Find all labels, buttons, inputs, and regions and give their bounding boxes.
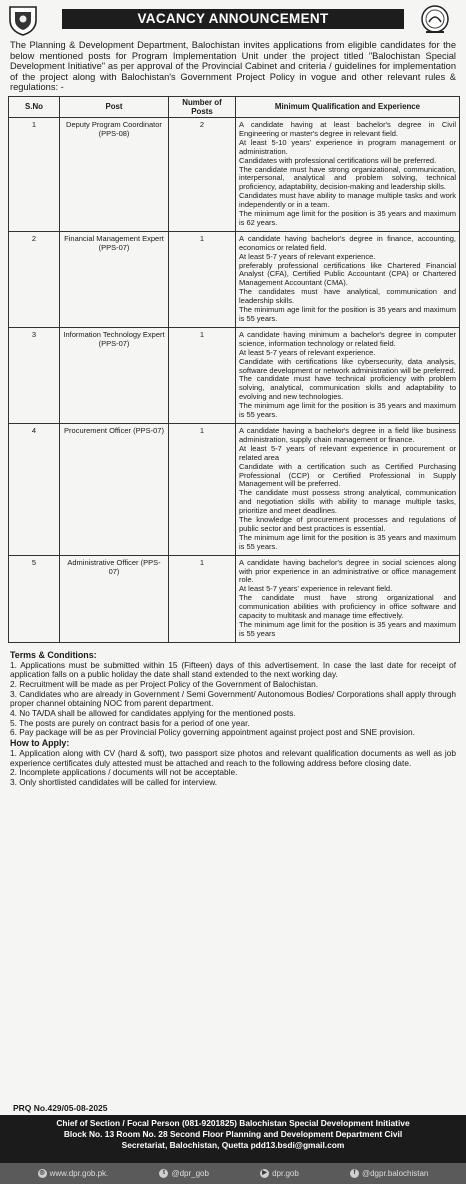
table-row [9,555,460,642]
header-sno: S.No [9,96,60,117]
twitter-icon: t [159,1169,168,1178]
cell-number-of-posts: 1 [169,327,236,423]
qualification-line: A candidate having bachelor's degree in social sciences along with prior experience in an administrative or office management role. [239,557,456,585]
qualification-line: preferably professional certifications like Chartered Financial Analyst (CFA), Certified Public Accountant (CPA) or Chartered Management Accountant (CMA). [239,260,456,288]
qualification-line: The knowledge of procurement processes and regulations of public sector and best practices is essential. [239,515,456,533]
cell-qualification [236,423,460,555]
header-qualification: Minimum Qualification and Experience [236,96,460,117]
twitter-link[interactable] [159,1169,208,1178]
table-row [9,423,460,555]
facebook-icon: f [350,1169,359,1178]
facebook-label: @dgpr.balochistan [361,1169,429,1178]
qualification-line: At least 5-7 years of relevant experience. [239,251,376,261]
qualification-line: The candidate must have strong organizational and communication abilities with proficiency in office software and capacity to multitask and manage time effectively. [239,593,456,621]
apply-heading: How to Apply: [10,738,70,749]
qualification-line: At least 5-7 years' experience in relevant field. [239,584,393,594]
website-link[interactable] [38,1169,109,1178]
page-title: VACANCY ANNOUNCEMENT [62,9,404,29]
cell-sno: 1 [9,117,60,231]
cell-sno: 3 [9,327,60,423]
table-header-row [9,96,460,117]
contact-footer [0,1115,466,1163]
qualification-line: Candidates with professional certifications will be preferred. [239,155,437,165]
cell-number-of-posts: 1 [169,423,236,555]
qualification-line: The candidate must possess strong analytical, communication and negotiation skills with ability to manage multiple tasks, prioritize and meet deadlines. [239,488,456,516]
qualification-line: The minimum age limit for the position is 35 years and maximum is 55 years [239,620,456,638]
apply-item: 2. Incomplete applications / documents will not be acceptable. [10,767,238,778]
youtube-label: dpr.gob [272,1169,299,1178]
apply-item: 3. Only shortlisted candidates will be called for interview. [10,776,218,787]
terms-item: 4. No TA/DA shall be allowed for candidates applying for the mentioned posts. [10,708,296,719]
cell-sno: 4 [9,423,60,555]
website-label: www.dpr.gob.pk. [49,1169,109,1178]
facebook-link[interactable] [350,1169,428,1178]
cell-post: Administrative Officer (PPS-07) [60,555,169,642]
contact-line: Chief of Section / Focal Person (081-9201825) Balochistan Special Development Initiative [56,1118,410,1128]
header [0,0,466,40]
cell-post: Information Technology Expert (PPS-07) [60,327,169,423]
qualification-line: At least 5-7 years of relevant experience in procurement or related area [239,443,456,462]
cell-qualification [236,555,460,642]
terms-section [10,651,456,788]
apply-list [10,749,456,788]
cell-post: Deputy Program Coordinator (PPS-08) [60,117,169,231]
cell-number-of-posts: 1 [169,555,236,642]
terms-item: 5. The posts are purely on contract basis for a period of one year. [10,717,250,728]
terms-item: 3. Candidates who are already in Government / Semi Government/ Autonomous Bodies/ Corporations shall apply through proper channel obtaining NOC from parent department. [10,688,456,709]
qualification-line: A candidate having at least bachelor's degree in Civil Engineering or master's degree in relevant field. [239,119,456,138]
terms-item: 2. Recruitment will be made as per Project Policy of the Government of Balochistan. [10,678,319,689]
qualification-line: At least 5-10 years' experience in program management or administration. [239,137,456,156]
qualification-line: At least 5-7 years of relevant experience. [239,347,376,357]
qualification-line: The minimum age limit for the position is 35 years and maximum is 55 years. [239,401,456,420]
table-row [9,231,460,327]
intro-paragraph: The Planning & Development Department, Balochistan invites applications from eligible candidates for the below mentioned posts for Program Implementation Unit under the project titled "Balochistan Special Development Initiative" as per approval of the Provincial Cabinet and criteria / guidelines for implementation of the project along with Balochistan's Government Project Policy in vogue and other relevant rules & regulations: - [10,40,456,93]
qualification-line: A candidate having a bachelor's degree in a field like business administration, supply chain management or finance. [239,425,456,444]
social-bar [0,1163,466,1184]
header-number-of-posts: Number of Posts [169,96,236,117]
cell-post: Financial Management Expert (PPS-07) [60,231,169,327]
table-row [9,117,460,231]
cell-post: Procurement Officer (PPS-07) [60,423,169,555]
contact-line: Block No. 13 Room No. 28 Second Floor Planning and Development Department Civil [63,1129,403,1139]
apply-item: 1. Application along with CV (hard & soft), two passport size photos and relevant qualification documents as well as job experience certificates duly attested must be attached and reach to the following address before closing date. [10,747,456,768]
cell-sno: 5 [9,555,60,642]
qualification-line: Candidate with certifications like cybersecurity, data analysis, software development or network administration will be preferred. [239,356,456,375]
contact-line: Secretariat, Balochistan, Quetta pdd13.bsdi@gmail.com [121,1140,345,1150]
terms-item: 1. Applications must be submitted within 15 (Fifteen) days of this advertisement. In case the last date for receipt of application falls on a public holiday the date shall stand extended to the next working day. [10,659,456,680]
qualification-line: The candidate must have strong organizational, communication, interpersonal, analytical and problem solving, technical proficiency, adaptability, decision-making and leadership skills. [239,164,456,192]
twitter-label: @dpr_gob [171,1169,209,1178]
vacancy-table [8,96,460,643]
cell-qualification [236,117,460,231]
globe-icon: ◎ [39,1170,45,1176]
table-row [9,327,460,423]
qualification-line: Candidate with a certification such as Certified Purchasing Professional (CCP) or Certified Professional in Supply Management will be preferred. [239,461,456,489]
terms-item: 6. Pay package will be as per Provincial Policy governing appointment against project post and SNE provision. [10,727,415,738]
terms-list [10,661,456,739]
cell-number-of-posts: 1 [169,231,236,327]
cell-sno: 2 [9,231,60,327]
qualification-line: A candidate having minimum a bachelor's degree in computer science, information technology or related field. [239,329,456,348]
qualification-line: The minimum age limit for the position is 35 years and maximum is 55 years. [239,532,456,551]
youtube-icon: ▶ [260,1169,269,1178]
qualification-line: The candidate must have technical proficiency with problem solving, analytical, communication skills and adaptability to evolving and new technologies. [239,374,456,402]
terms-heading: Terms & Conditions: [10,649,97,660]
qualification-line: A candidate having bachelor's degree in finance, accounting, economics or related field. [239,233,456,252]
cell-number-of-posts: 2 [169,117,236,231]
qualification-line: The minimum age limit for the position is 35 years and maximum is 55 years. [239,305,456,323]
government-emblem-left-icon [6,4,40,36]
qualification-line: The minimum age limit for the position is 35 years and maximum is 62 years. [239,209,456,227]
qualification-line: Candidates must have ability to manage multiple tasks and work independently or in a team. [239,191,456,210]
youtube-link[interactable] [260,1169,299,1178]
vacancy-table-body [9,117,460,642]
department-seal-right-icon [418,4,452,36]
cell-qualification [236,327,460,423]
header-post: Post [60,96,169,117]
cell-qualification [236,231,460,327]
prq-number: PRQ No.429/05-08-2025 [13,1103,108,1113]
qualification-line: The candidates must have analytical, communication and leadership skills. [239,287,456,306]
